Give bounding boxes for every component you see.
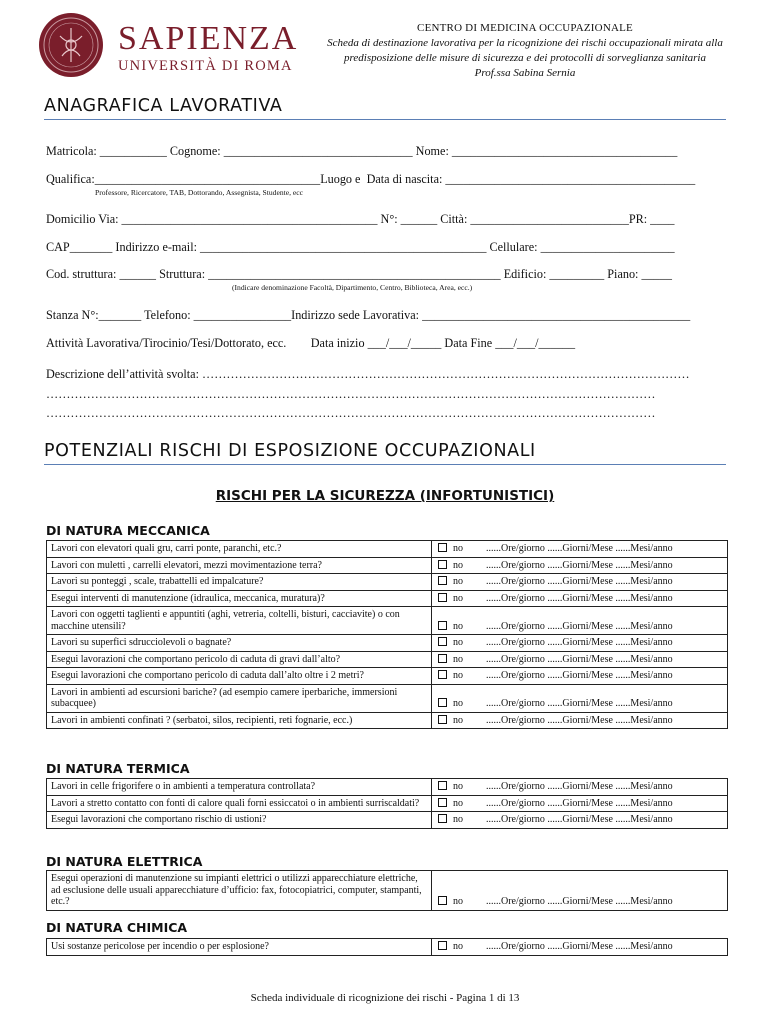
brand-name: SAPIENZA	[118, 20, 299, 57]
field-line-qualifica[interactable]: Qualifica:_____________________________________Luogo e Data di nascita: _________________________________________	[46, 172, 696, 186]
table-row	[47, 668, 728, 685]
no-checkbox-cell[interactable]	[432, 812, 487, 829]
checkbox-label: no	[453, 797, 463, 809]
group-title-chimica: DI NATURA CHIMICA	[46, 920, 188, 935]
risk-question: Esegui lavorazioni che comportano pericolo di caduta di gravi dall’alto?	[47, 651, 432, 668]
group-title-meccanica: DI NATURA MECCANICA	[46, 523, 210, 538]
risk-question: Lavori in celle frigorifere o in ambienti a temperatura controllata?	[47, 779, 432, 796]
no-checkbox-cell[interactable]	[432, 590, 487, 607]
exposure-duration-field[interactable]: ......Ore/giorno ......Giorni/Mese ......Mesi/anno	[486, 871, 728, 911]
exposure-duration-field[interactable]: ......Ore/giorno ......Giorni/Mese ......Mesi/anno	[486, 939, 728, 956]
exposure-duration-field[interactable]: ......Ore/giorno ......Giorni/Mese ......Mesi/anno	[486, 635, 728, 652]
checkbox-icon[interactable]	[438, 814, 447, 823]
field-line-cap[interactable]: CAP_______ Indirizzo e-mail: _______________________________________________ Cellulare: ______________________	[46, 240, 675, 254]
no-checkbox-cell[interactable]	[432, 635, 487, 652]
center-name: CENTRO DI MEDICINA OCCUPAZIONALE	[417, 22, 633, 34]
exposure-duration-field[interactable]: ......Ore/giorno ......Giorni/Mese ......Mesi/anno	[486, 541, 728, 558]
section-title-rischi: POTENZIALI RISCHI DI ESPOSIZIONE OCCUPAZIONALI	[44, 441, 726, 465]
checkbox-label: no	[453, 714, 463, 726]
checkbox-icon[interactable]	[438, 637, 447, 646]
table-row	[47, 557, 728, 574]
table-row	[47, 607, 728, 635]
checkbox-label: no	[453, 576, 463, 587]
no-checkbox-cell[interactable]	[432, 574, 487, 591]
risk-question: Lavori con muletti , carrelli elevatori, mezzi movimentazione terra?	[47, 557, 432, 574]
checkbox-label: no	[453, 637, 463, 648]
no-checkbox-cell[interactable]	[432, 557, 487, 574]
exposure-duration-field[interactable]: ......Ore/giorno ......Giorni/Mese ......Mesi/anno	[486, 668, 728, 685]
exposure-duration-field[interactable]: ......Ore/giorno ......Giorni/Mese ......Mesi/anno	[486, 590, 728, 607]
section-title-anagrafica: ANAGRAFICA LAVORATIVA	[44, 96, 726, 120]
checkbox-label: no	[453, 781, 463, 792]
checkbox-label: no	[453, 620, 463, 632]
risk-question: Esegui lavorazioni che comportano rischio di ustioni?	[47, 812, 432, 829]
no-checkbox-cell[interactable]	[432, 871, 487, 911]
checkbox-icon[interactable]	[438, 941, 447, 950]
checkbox-icon[interactable]	[438, 781, 447, 790]
table-row	[47, 871, 728, 911]
field-line-dots-1[interactable]: ……………………………………………………………………………………………………………………………………	[46, 387, 656, 401]
no-checkbox-cell[interactable]	[432, 651, 487, 668]
table-row	[47, 712, 728, 729]
no-checkbox-cell[interactable]	[432, 684, 487, 712]
hint-struttura: (Indicare denominazione Facoltà, Dipartimento, Centro, Biblioteca, Area, ecc.)	[232, 283, 473, 292]
group-title-termica: DI NATURA TERMICA	[46, 761, 190, 776]
checkbox-label: no	[453, 592, 463, 604]
checkbox-icon[interactable]	[438, 654, 447, 663]
field-line-struttura[interactable]: Cod. struttura: ______ Struttura: ________________________________________________ Edificio: _________ Piano: _____	[46, 267, 672, 281]
table-row	[47, 651, 728, 668]
hint-qualifica: Professore, Ricercatore, TAB, Dottorando, Assegnista, Studente, ecc	[95, 188, 304, 197]
risk-question: Lavori in ambienti confinati ? (serbatoi, silos, recipienti, reti fognarie, ecc.)	[47, 712, 432, 729]
checkbox-icon[interactable]	[438, 543, 447, 552]
group-title-elettrica: DI NATURA ELETTRICA	[46, 854, 203, 869]
brand-subtitle: UNIVERSITÀ DI ROMA	[118, 58, 293, 74]
page-footer: Scheda individuale di ricognizione dei rischi - Pagina 1 di 13	[250, 992, 520, 1004]
checkbox-icon[interactable]	[438, 593, 447, 602]
exposure-duration-field[interactable]: ......Ore/giorno ......Giorni/Mese ......Mesi/anno	[486, 684, 728, 712]
table-row	[47, 795, 728, 812]
risk-question: Lavori su ponteggi , scale, trabattelli ed impalcature?	[47, 574, 432, 591]
risk-question: Lavori su superfici sdrucciolevoli o bagnate?	[47, 635, 432, 652]
document-header	[300, 21, 750, 81]
checkbox-icon[interactable]	[438, 715, 447, 724]
table-row	[47, 812, 728, 829]
exposure-duration-field[interactable]: ......Ore/giorno ......Giorni/Mese ......Mesi/anno	[486, 607, 728, 635]
exposure-duration-field[interactable]: ......Ore/giorno ......Giorni/Mese ......Mesi/anno	[486, 712, 728, 729]
no-checkbox-cell[interactable]	[432, 939, 487, 956]
checkbox-icon[interactable]	[438, 621, 447, 630]
field-line-stanza[interactable]: Stanza N°:_______ Telefono: ________________Indirizzo sede Lavorativa: ____________________________________________	[46, 308, 691, 322]
checkbox-icon[interactable]	[438, 576, 447, 585]
risk-table-termica	[46, 778, 728, 829]
risk-table-chimica	[46, 938, 728, 956]
table-row	[47, 590, 728, 607]
checkbox-icon[interactable]	[438, 670, 447, 679]
checkbox-icon[interactable]	[438, 698, 447, 707]
checkbox-label: no	[453, 896, 463, 907]
checkbox-label: no	[453, 670, 463, 681]
field-line-matricola[interactable]: Matricola: ___________ Cognome: _______________________________ Nome: _____________________________________	[46, 144, 678, 158]
checkbox-label: no	[453, 698, 463, 709]
checkbox-label: no	[453, 543, 463, 554]
exposure-duration-field[interactable]: ......Ore/giorno ......Giorni/Mese ......Mesi/anno	[486, 557, 728, 574]
field-line-domicilio[interactable]: Domicilio Via: __________________________________________ N°: ______ Città: __________________________PR: ____	[46, 212, 675, 226]
table-row	[47, 939, 728, 956]
risk-question: Esegui lavorazioni che comportano pericolo di caduta dall’alto oltre i 2 metri?	[47, 668, 432, 685]
risk-question: Lavori a stretto contatto con fonti di calore quali forni essiccatoi o in ambienti surriscaldati?	[47, 795, 432, 812]
no-checkbox-cell[interactable]	[432, 607, 487, 635]
no-checkbox-cell[interactable]	[432, 712, 487, 729]
risk-table-elettrica	[46, 870, 728, 911]
exposure-duration-field[interactable]: ......Ore/giorno ......Giorni/Mese ......Mesi/anno	[486, 574, 728, 591]
risk-table-meccanica	[46, 540, 728, 729]
exposure-duration-field[interactable]: ......Ore/giorno ......Giorni/Mese ......Mesi/anno	[486, 651, 728, 668]
checkbox-icon[interactable]	[438, 896, 447, 905]
subsection-title-sicurezza: RISCHI PER LA SICUREZZA (INFORTUNISTICI)	[215, 488, 555, 504]
risk-question: Lavori in ambienti ad escursioni bariche? (ad esempio camere iperbariche, immersioni subacquee)	[47, 684, 432, 712]
table-row	[47, 635, 728, 652]
field-line-attivita[interactable]: Attività Lavorativa/Tirocinio/Tesi/Dottorato, ecc. Data inizio ___/___/_____ Data Fine ___/___/______	[46, 336, 576, 350]
checkbox-icon[interactable]	[438, 798, 447, 807]
risk-question: Esegui interventi di manutenzione (idraulica, meccanica, muratura)?	[47, 590, 432, 607]
field-line-descrizione[interactable]: Descrizione dell’attività svolta: …………………………………………………………………………………………………………	[46, 367, 690, 381]
brand-block	[118, 22, 298, 75]
table-row	[47, 684, 728, 712]
table-row	[47, 574, 728, 591]
risk-question: Usi sostanze pericolose per incendio o per esplosione?	[47, 939, 432, 956]
risk-question: Lavori con oggetti taglienti e appuntiti (aghi, vetreria, coltelli, bisturi, cacciavite) o con macchine utensili?	[47, 607, 432, 635]
exposure-duration-field[interactable]: ......Ore/giorno ......Giorni/Mese ......Mesi/anno	[486, 795, 728, 812]
field-line-dots-2[interactable]: ……………………………………………………………………………………………………………………………………	[46, 406, 656, 420]
no-checkbox-cell[interactable]	[432, 541, 487, 558]
risk-question: Lavori con elevatori quali gru, carri ponte, paranchi, etc.?	[47, 541, 432, 558]
exposure-duration-field[interactable]: ......Ore/giorno ......Giorni/Mese ......Mesi/anno	[486, 812, 728, 829]
header-subtitle-1: Scheda di destinazione lavorativa per la ricognizione dei rischi occupazionali mirata alla	[327, 37, 723, 49]
checkbox-label: no	[453, 941, 463, 952]
checkbox-label: no	[453, 814, 463, 825]
risk-question: Esegui operazioni di manutenzione su impianti elettrici o utilizzi apparecchiature elettriche, ad esclusione delle usuali apparecchiature d’ufficio: fax, fotocopiatrici, computer, stampanti, etc.?	[47, 871, 432, 911]
no-checkbox-cell[interactable]	[432, 668, 487, 685]
exposure-duration-field[interactable]: ......Ore/giorno ......Giorni/Mese ......Mesi/anno	[486, 779, 728, 796]
no-checkbox-cell[interactable]	[432, 779, 487, 796]
sapienza-seal-logo	[38, 12, 104, 78]
table-row	[47, 541, 728, 558]
header-subtitle-2: predisposizione delle misure di sicurezza e dei protocolli di sorveglianza sanitaria	[344, 52, 706, 64]
header-professor: Prof.ssa Sabina Sernia	[474, 67, 576, 79]
table-row	[47, 779, 728, 796]
checkbox-label: no	[453, 559, 463, 571]
checkbox-icon[interactable]	[438, 560, 447, 569]
checkbox-label: no	[453, 653, 463, 665]
no-checkbox-cell[interactable]	[432, 795, 487, 812]
